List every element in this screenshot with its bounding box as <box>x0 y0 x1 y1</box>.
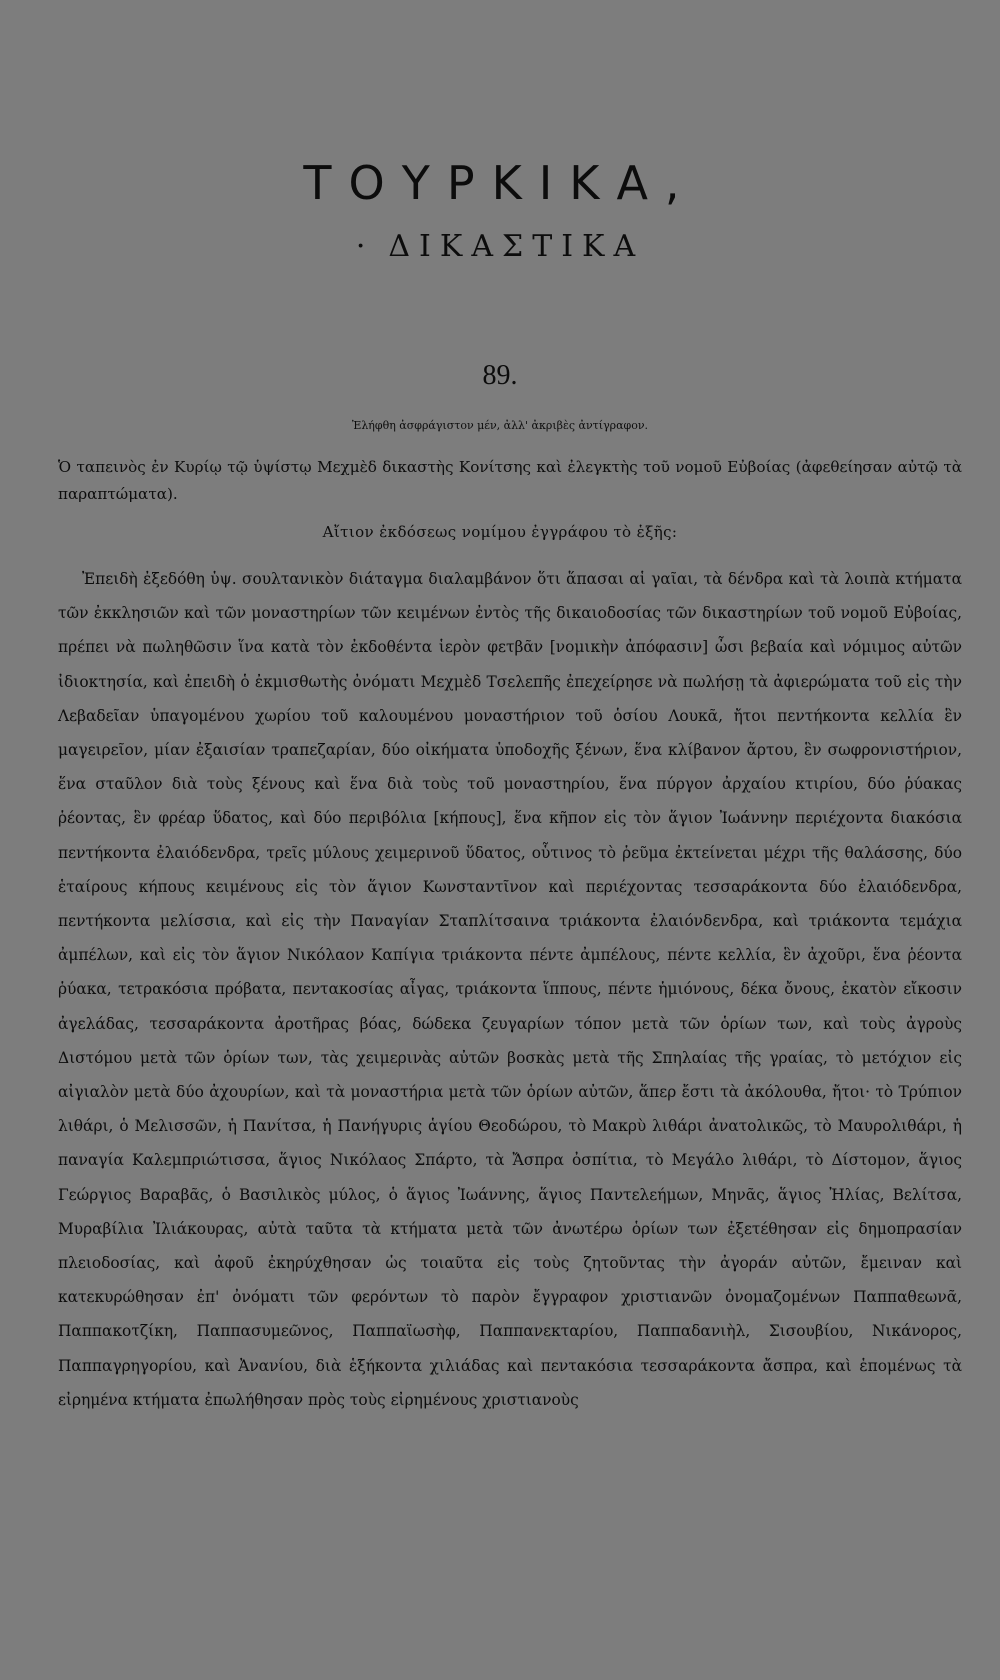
body-paragraph <box>58 562 962 1417</box>
section-subtitle <box>0 222 1000 272</box>
copy-note: Ἐλήφθη ἀσφράγιστον μέν, ἀλλ' ἀκριβὲς ἀντίγραφον. <box>351 419 649 432</box>
page-title: ΤΟΥΡΚΙΚΑ, <box>303 156 697 210</box>
body-text: Ἐπειδὴ ἐξεδόθη ὑψ. σουλτανικὸν διάταγμα διαλαμβάνον ὅτι ἅπασαι αἱ γαῖαι, τὰ δένδρα καὶ τὰ λοιπὰ κτήματα τῶν ἐκκλησιῶν καὶ τῶν μοναστηρίων τῶν κειμένων ἐντὸς τῆς δικαιοδοσίας τῶν δικαστηρίων τοῦ νομοῦ Εὐβοίας, πρέπει νὰ πωληθῶσιν ἵνα κατὰ τὸν ἐκδοθέντα ἱερὸν φετβᾶν [νομικὴν ἀπόφασιν] ὦσι βεβαία καὶ νόμιμος αὐτῶν ἰδιοκτησία, καὶ ἐπειδὴ ὁ ἐκμισθωτὴς ὀνόματι Μεχμὲδ Τσελεπῆς ἐπεχείρησε νὰ πωλήσῃ τὰ ἀφιερώματα τοῦ εἰς τὴν Λεβαδεῖαν ὑπαγομένου χωρίου τοῦ καλουμένου μοναστήριον τοῦ ὁσίου Λουκᾶ, ἤτοι πεντήκοντα κελλία ἓν μαγειρεῖον, μίαν ἐξαισίαν τραπεζαρίαν, δύο οἰκήματα ὑποδοχῆς ξένων, ἕνα κλίβανον ἄρτου, ἓν σωφρονιστήριον, ἕνα σταῦλον διὰ τοὺς ξένους καὶ ἕνα διὰ τοὺς τοῦ μοναστηρίου, ἕνα πύργον ἀρχαίου κτιρίου, δύο ῥύακας ῥέοντας, ἓν φρέαρ ὕδατος, καὶ δύο περιβόλια [κήπους], ἕνα κῆπον εἰς τὸν ἅγιον Ἰωάννην περιέχοντα διακόσια πεντήκοντα ἐλαιόδενδρα, τρεῖς μύλους χειμερινοῦ ὕδατος, οὗτινος τὸ ῥεῦμα ἐκτείνεται μέχρι τῆς θαλάσσης, δύο ἑταίρους κήπους κειμένους εἰς τὸν ἅγιον Κωνσταντῖνον καὶ περιέχοντας τεσσαράκοντα δύο ἐλαιόδενδρα, πεντήκοντα μελίσσια, καὶ εἰς τὴν Παναγίαν Σταπλίτσαινα τριάκοντα ἐλαιόνδενδρα, καὶ τριάκοντα τεμάχια ἀμπέλων, καὶ εἰς τὸν ἅγιον Νικόλαον Καπίγια τριάκοντα πέντε ἀμπέλους, πέντε κελλία, ἓν ἀχοῦρι, ἕνα ῥέοντα ῥύακα, τετρακόσια πρόβατα, πεντακοσίας αἶγας, τριάκοντα ἵππους, πέντε ἡμιόνους, δέκα ὄνους, ἑκατὸν εἴκοσιν ἀγελάδας, τεσσαράκοντα ἀροτῆρας βόας, δώδεκα ζευγαρίων τόπον μετὰ τῶν ὁρίων των, καὶ τοὺς ἀγροὺς Διστόμου μετὰ τῶν ὁρίων των, τὰς χειμερινὰς αὐτῶν βοσκὰς μετὰ τῆς Σπηλαίας τῆς γραίας, τὸ μετόχιον εἰς αἰγιαλὸν μετὰ δύο ἀχουρίων, καὶ τὰ μοναστήρια μετὰ τῶν ὁρίων αὐτῶν, ἅπερ ἔστι τὰ ἀκόλουθα, ἤτοι· τὸ Τρύπιον λιθάρι, ὁ Μελισσῶν, ἡ Πανίτσα, ἡ Πανήγυρις ἁγίου Θεοδώρου, τὸ Μακρὺ λιθάρι ἀνατολικῶς, τὸ Μαυρολιθάρι, ἡ παναγία Καλεμπριώτισσα, ἅγιος Νικόλαος Σπάρτο, τὰ Ἄσπρα ὀσπίτια, τὸ Μεγάλο λιθάρι, τὸ Δίστομον, ἅγιος Γεώργιος Βαραβᾶς, ὁ Βασιλικὸς μύλος, ὁ ἅγιος Ἰωάννης, ἅγιος Παντελεήμων, Μηνᾶς, ἅγιος Ἠλίας, Βελίτσα, Μυραβίλια Ἰλιάκουρας, αὐτὰ ταῦτα τὰ κτήματα μετὰ τῶν ἀνωτέρω ὁρίων των ἐξετέθησαν εἰς δημοπρασίαν πλειοδοσίας, καὶ ἀφοῦ ἐκηρύχθησαν ὡς τοιαῦτα εἰς τοὺς ζητοῦντας τὴν ἀγοράν αὐτῶν, ἔμειναν καὶ κατεκυρώθησαν ἐπ' ὀνόματι τῶν φερόντων τὸ παρὸν ἔγγραφον χριστιανῶν ὀνομαζομένων Παππαθεωνᾶ, Παππακοτζίκη, Παππασυμεῶνος, Παππαϊωσὴφ, Παππανεκταρίου, Παππαδανιὴλ, Σισουβίου, Νικάνορος, Παππαγρηγορίου, καὶ Ἀνανίου, διὰ ἑξήκοντα χιλιάδας καὶ πεντακόσια τεσσαράκοντα ἄσπρα, καὶ ἑπομένως τὰ εἰρημένα κτήματα ἐπωλήθησαν πρὸς τοὺς εἰρημένους χριστιανοὺς <box>58 570 962 1409</box>
heading-paragraph: Ὁ ταπεινὸς ἐν Κυρίῳ τῷ ὑψίστῳ Μεχμὲδ δικαστὴς Κονίτσης καὶ ἐλεγκτὴς τοῦ νομοῦ Εὐβοίας (ἀφεθείησαν αὐτῷ τὰ παραπτώματα). <box>58 458 962 503</box>
subtitle-dot: · <box>355 229 375 264</box>
cause-line: Αἴτιον ἐκδόσεως νομίμου ἐγγράφου τὸ ἑξῆς: <box>322 523 678 541</box>
document-number: 89. <box>482 360 518 391</box>
subtitle-text: ΔΙΚΑΣΤΙΚΑ <box>388 229 645 264</box>
